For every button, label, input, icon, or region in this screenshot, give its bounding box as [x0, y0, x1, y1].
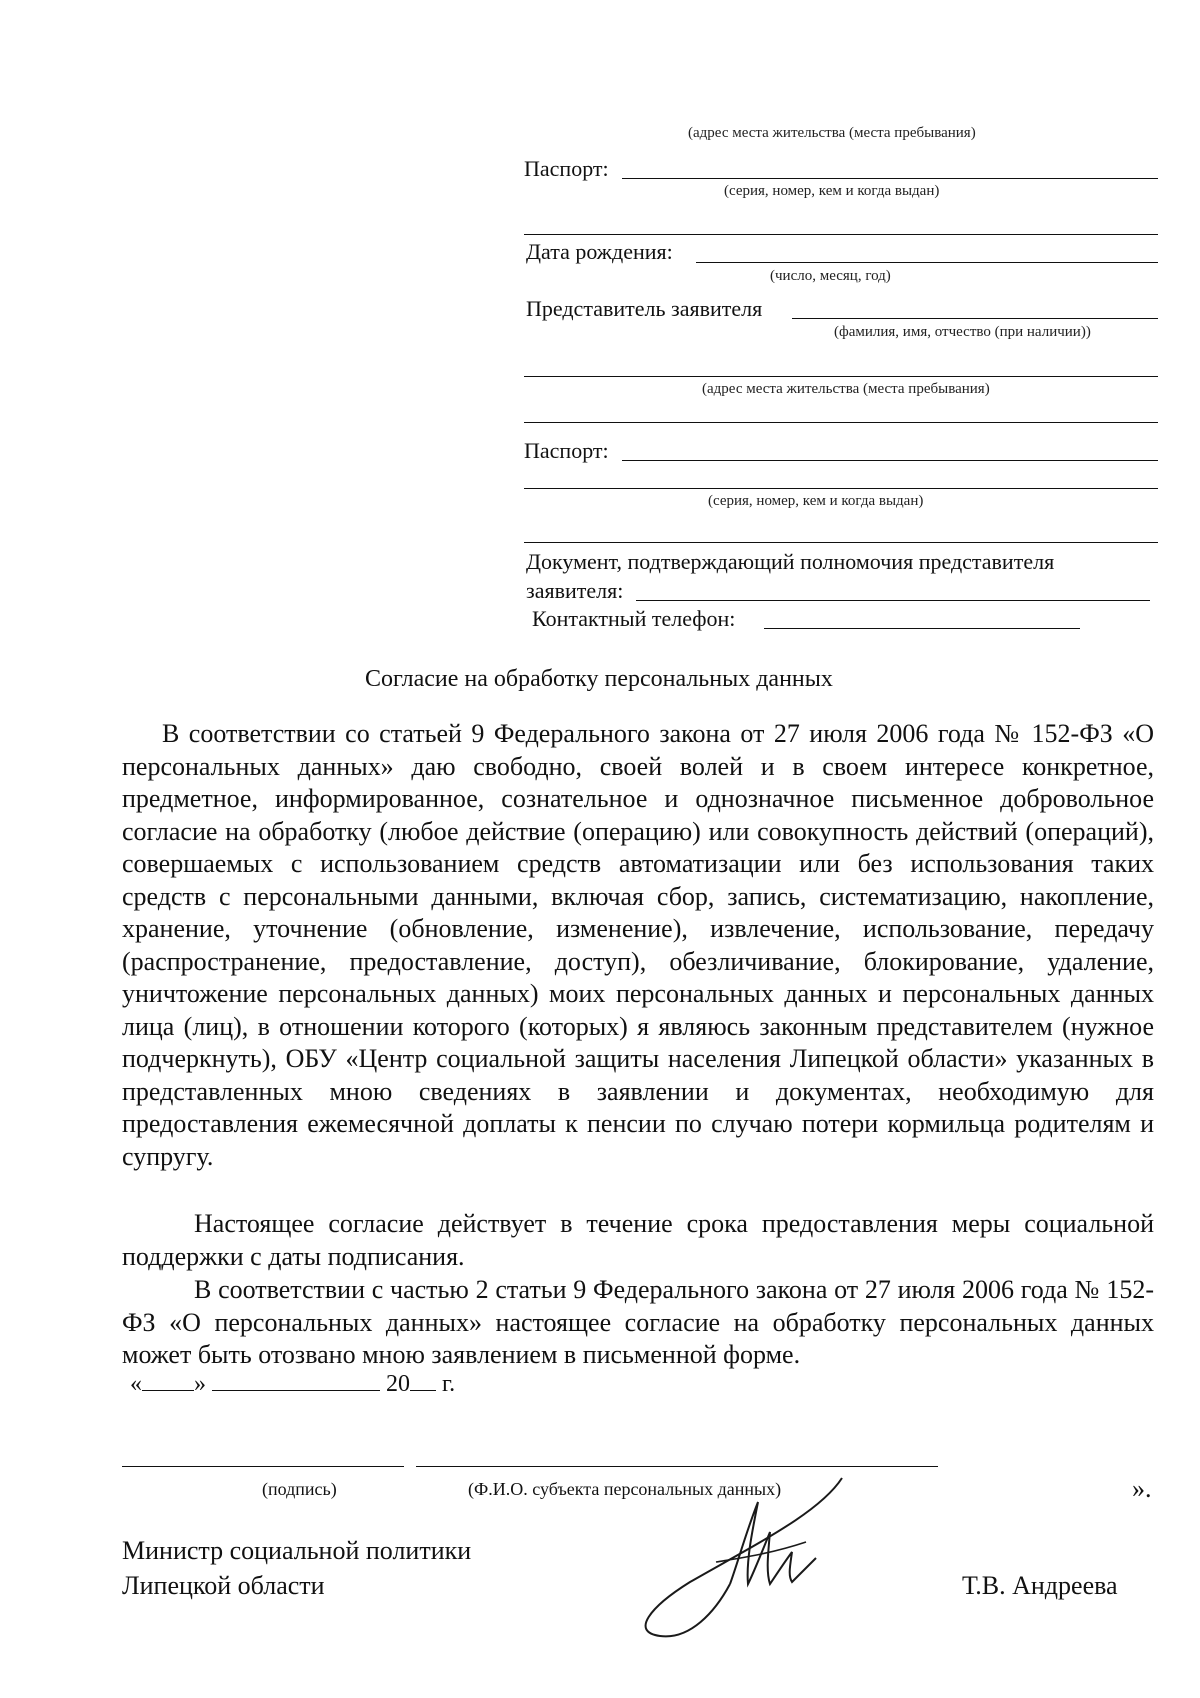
- birth-date-label: Дата рождения:: [526, 239, 673, 264]
- address-caption-2: (адрес места жительства (места пребывания): [702, 381, 990, 397]
- representative-caption: (фамилия, имя, отчество (при наличии)): [834, 324, 1091, 340]
- consent-title: Согласие на обработку персональных данных: [365, 666, 833, 692]
- date-day-field[interactable]: [142, 1370, 194, 1391]
- birth-date-field[interactable]: [696, 262, 1158, 263]
- date-year-suffix: г.: [442, 1371, 456, 1397]
- handwritten-signature-icon: [620, 1472, 860, 1642]
- date-month-field[interactable]: [212, 1370, 380, 1391]
- date-year-field[interactable]: [410, 1370, 436, 1391]
- passport-field-1[interactable]: [622, 178, 1158, 179]
- signatory-name: Т.В. Андреева: [962, 1571, 1118, 1600]
- authority-document-field[interactable]: [636, 600, 1150, 601]
- subject-name-field[interactable]: [416, 1466, 938, 1467]
- representative-label: Представитель заявителя: [526, 296, 763, 321]
- passport-field-2-extra[interactable]: [524, 542, 1158, 543]
- signature-field[interactable]: [122, 1466, 404, 1467]
- passport-field-2[interactable]: [622, 460, 1158, 461]
- address-caption-1: (адрес места жительства (места пребывания): [688, 125, 976, 141]
- passport-caption-2: (серия, номер, кем и когда выдан): [708, 493, 924, 509]
- representative-address-field[interactable]: [524, 376, 1158, 377]
- date-open-quote: «: [130, 1371, 142, 1397]
- birth-date-caption: (число, месяц, год): [770, 268, 891, 284]
- phone-label: Контактный телефон:: [532, 606, 736, 631]
- passport-caption-1: (серия, номер, кем и когда выдан): [724, 183, 940, 199]
- representative-name-field[interactable]: [792, 318, 1158, 319]
- signatory-position-line1: Министр социальной политики: [122, 1536, 472, 1565]
- authority-document-label-line1: Документ, подтверждающий полномочия представителя: [526, 549, 1055, 574]
- signature-caption: (подпись): [262, 1479, 337, 1499]
- consent-paragraph-3: В соответствии с частью 2 статьи 9 Федерального закона от 27 июля 2006 года № 152-ФЗ «О персональных данных» настоящее согласие на обработку персональных данных может быть отозвано мною заявлением в письменной форме.: [122, 1275, 1154, 1369]
- date-year-prefix: 20: [386, 1371, 410, 1397]
- signatory-position-line2: Липецкой области: [122, 1571, 325, 1600]
- phone-field[interactable]: [764, 628, 1080, 629]
- passport-field-2-continued[interactable]: [524, 488, 1158, 489]
- subject-name-caption: (Ф.И.О. субъекта персональных данных): [468, 1479, 782, 1499]
- passport-label-2: Паспорт:: [524, 438, 609, 463]
- passport-field-1-continued[interactable]: [524, 234, 1158, 235]
- closing-quote: ».: [1132, 1474, 1152, 1503]
- date-line: [130, 1370, 455, 1398]
- representative-address-field-continued[interactable]: [524, 422, 1158, 423]
- authority-document-label-line2: заявителя:: [526, 578, 624, 603]
- consent-paragraph-2: Настоящее согласие действует в течение срока предоставления меры социальной поддержки с даты подписания.: [122, 1209, 1154, 1271]
- date-close-quote: »: [194, 1371, 206, 1397]
- consent-paragraph-1: В соответствии со статьей 9 Федерального закона от 27 июля 2006 года № 152-ФЗ «О персональных данных» даю свободно, своей волей и в своем интересе конкретное, предметное, информированное, сознательное и однозначное письменное добровольное согласие на обработку (любое действие (операцию) или совокупность действий (операций), совершаемых с использованием средств автоматизации или без использования таких средств с персональными данными, включая сбор, запись, систематизацию, накопление, хранение, уточнение (обновление, изменение), извлечение, использование, передачу (распространение, предоставление, доступ), обезличивание, блокирование, удаление, уничтожение персональных данных) моих персональных данных и персональных данных лица (лиц), в отношении которого (которых) я являюсь законным представителем (нужное подчеркнуть), ОБУ «Центр социальной защиты населения Липецкой области» указанных в представленных мною сведениях в заявлении и документах, необходимую для предоставления ежемесячной доплаты к пенсии по случаю потери кормильца родителям и супругу.: [122, 719, 1154, 1171]
- passport-label-1: Паспорт:: [524, 156, 609, 181]
